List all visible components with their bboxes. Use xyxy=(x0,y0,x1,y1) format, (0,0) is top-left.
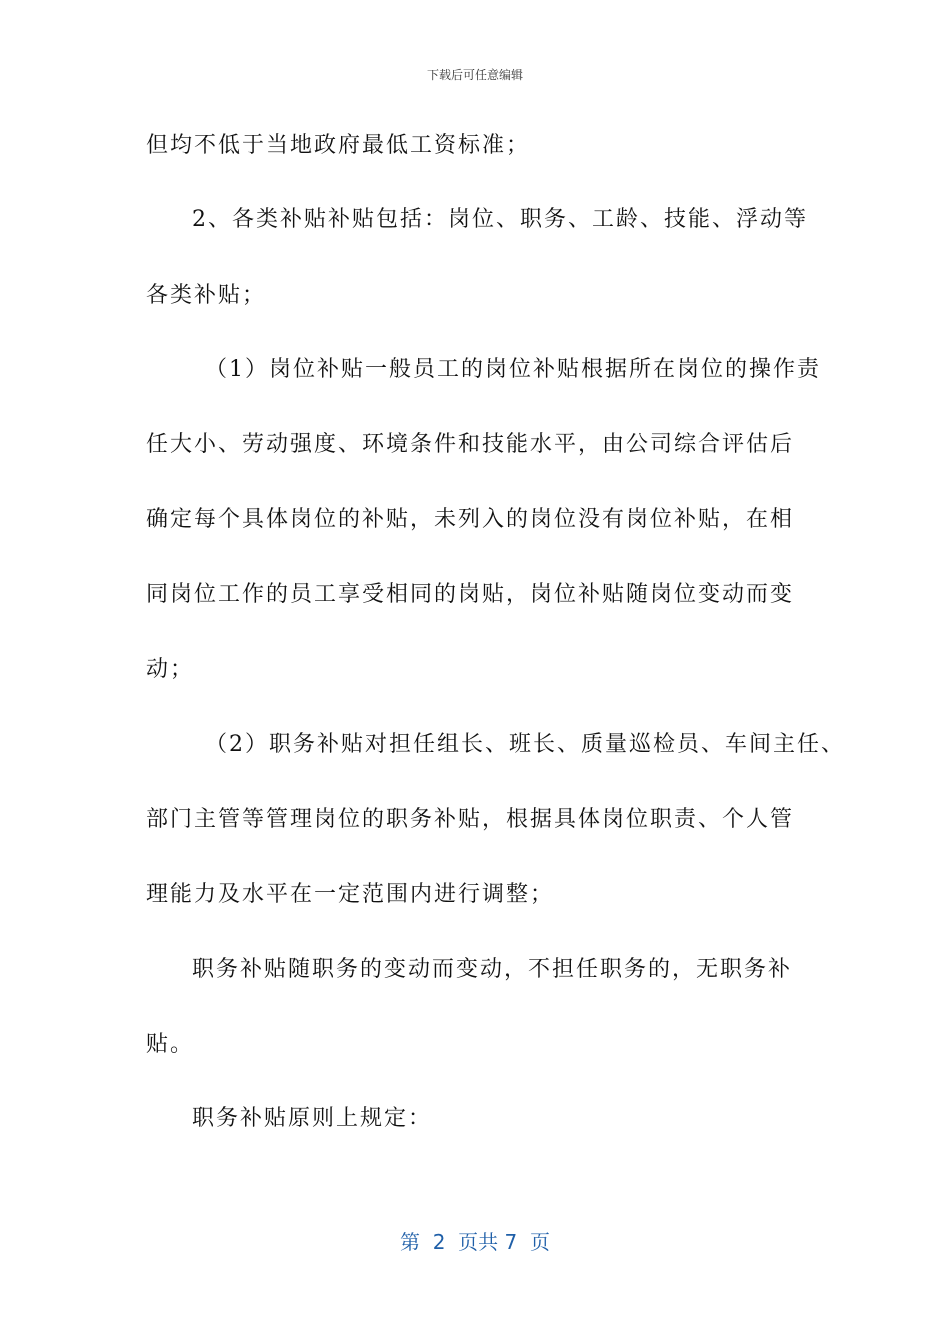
body-line: 任大小、劳动强度、环境条件和技能水平，由公司综合评估后 xyxy=(146,432,795,457)
page-number-footer: 第 2 页共 7 页 xyxy=(400,1230,550,1254)
body-line: 动； xyxy=(146,657,195,682)
body-line: 2、各类补贴补贴包括：岗位、职务、工龄、技能、浮动等 xyxy=(192,207,808,232)
body-line: 各类补贴； xyxy=(146,283,267,308)
body-line: 部门主管等管理岗位的职务补贴，根据具体岗位职责、个人管 xyxy=(146,807,795,832)
page-header: 下载后可任意编辑 xyxy=(426,68,523,82)
body-line: 贴。 xyxy=(146,1032,195,1057)
body-line: 同岗位工作的员工享受相同的岗贴，岗位补贴随岗位变动而变 xyxy=(146,582,795,607)
body-line: 确定每个具体岗位的补贴，未列入的岗位没有岗位补贴，在相 xyxy=(146,507,795,532)
body-line: 职务补贴随职务的变动而变动，不担任职务的，无职务补 xyxy=(192,957,793,982)
body-line: 理能力及水平在一定范围内进行调整； xyxy=(146,882,555,907)
body-line: （2）职务补贴对担任组长、班长、质量巡检员、车间主任、 xyxy=(205,732,845,757)
body-line: （1）岗位补贴一般员工的岗位补贴根据所在岗位的操作责 xyxy=(205,357,821,382)
body-line: 但均不低于当地政府最低工资标准； xyxy=(146,133,531,158)
body-line: 职务补贴原则上规定： xyxy=(192,1106,433,1131)
